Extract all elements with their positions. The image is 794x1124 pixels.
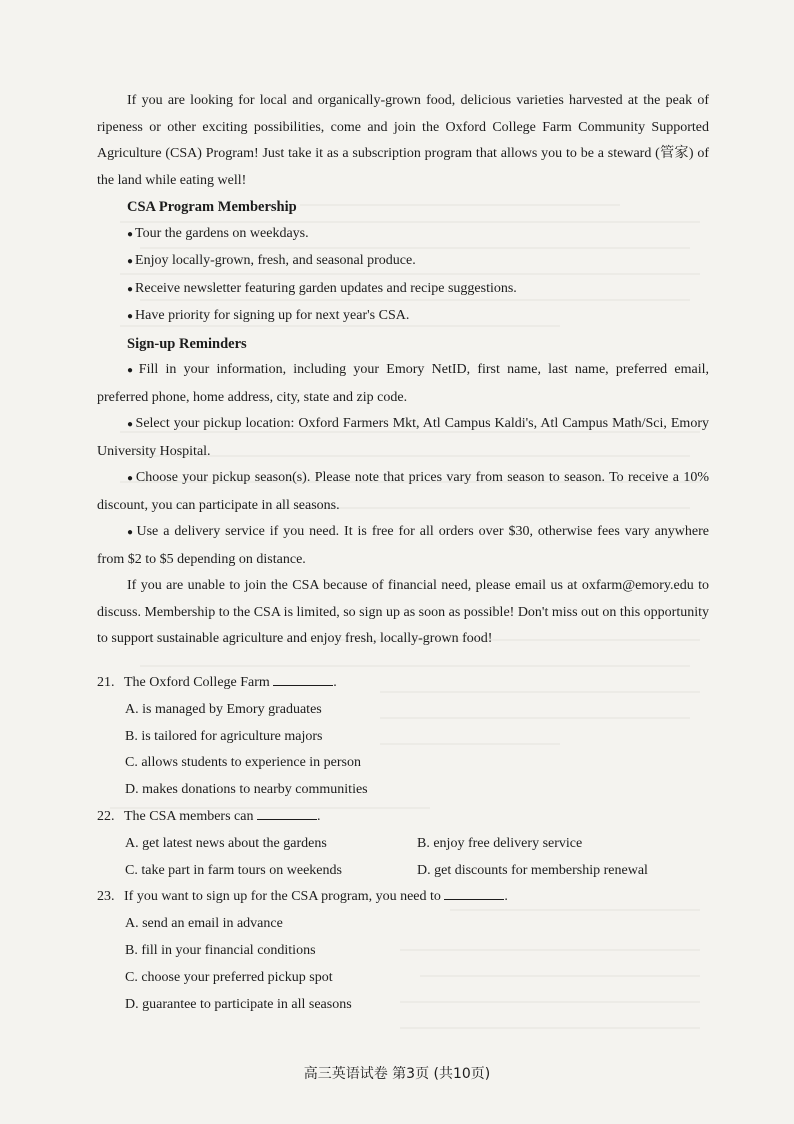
membership-item — [97, 303, 709, 331]
membership-item-text: Tour the gardens on weekdays. — [135, 225, 309, 241]
question-number: 22. — [97, 808, 115, 824]
question-stem-end: . — [316, 808, 321, 824]
question-number: 21. — [97, 675, 115, 690]
question-stem-end: . — [333, 675, 337, 690]
passage-intro: If you are looking for local and organically-grown food, delicious varieties harvested at the peak of ripeness or other exciting possibilities, come and join the Oxford College Farm Community Supported Agriculture (CSA) Program! Just take it as a subscription program that allows you to be a steward (管家) of the land while eating well! — [97, 93, 709, 188]
reminder-item-text: Choose your pickup season(s). Please note that prices vary from season to season. To receive a 10% discount, you can participate in all seasons. — [97, 470, 709, 513]
reminder-item — [97, 465, 709, 519]
option-c: C. take part in farm tours on weekends — [125, 862, 342, 878]
question-stem-text: The CSA members can — [124, 808, 254, 824]
question-list — [97, 670, 709, 1018]
answer-blank — [273, 671, 333, 686]
option-b: B. is tailored for agriculture majors — [125, 728, 323, 744]
membership-item — [97, 221, 709, 249]
option-d: D. get discounts for membership renewal — [417, 862, 648, 878]
reminder-item-text: Fill in your information, including your Emory NetID, first name, last name, preferred email, preferred phone, home address, city, state and zip code. — [97, 362, 709, 405]
question-stem-text: The Oxford College Farm — [124, 675, 270, 690]
reminder-item — [97, 519, 709, 573]
page-footer: 高三英语试卷 第3页 (共10页) — [303, 1066, 491, 1082]
bullet-icon: ● — [127, 283, 134, 295]
question-21 — [97, 670, 709, 804]
passage-closing: If you are unable to join the CSA because of financial need, please email us at oxfarm@emory.edu to discuss. Membership to the CSA is limited, so sign up as soon as possible! Don't miss out on this opportunity to support sustainable agriculture and enjoy fresh, locally-grown food! — [97, 578, 709, 646]
option-a: A. get latest news about the gardens — [125, 835, 327, 851]
membership-item-text: Enjoy locally-grown, fresh, and seasonal produce. — [135, 253, 416, 268]
question-22 — [97, 804, 709, 884]
bullet-icon: ● — [127, 311, 134, 322]
reminder-item-text: Use a delivery service if you need. It is free for all orders over $30, otherwise fees vary anywhere from $2 to $5 depending on distance. — [97, 524, 709, 567]
option-row — [97, 858, 709, 885]
question-number: 23. — [97, 889, 115, 905]
membership-item-text: Have priority for signing up for next year's CSA. — [135, 308, 410, 323]
option-a: A. is managed by Emory graduates — [125, 701, 322, 717]
question-stem-text: If you want to sign up for the CSA program, you need to — [124, 889, 441, 905]
bullet-icon: ● — [127, 527, 135, 538]
bullet-icon: ● — [127, 256, 134, 267]
option-c: C. allows students to experience in person — [125, 755, 362, 771]
option-b: B. enjoy free delivery service — [417, 835, 583, 851]
option-b: B. fill in your financial conditions — [125, 942, 316, 958]
option-row — [97, 831, 709, 858]
option-c: C. choose your preferred pickup spot — [125, 969, 333, 985]
question-stem — [97, 804, 709, 831]
reminder-item-text: Select your pickup location: Oxford Farmers Mkt, Atl Campus Kaldi's, Atl Campus Math/Sci, Emory University Hospital. — [97, 416, 709, 459]
question-stem — [97, 670, 709, 697]
bullet-icon: ● — [127, 473, 134, 484]
bullet-icon: ● — [127, 419, 134, 430]
membership-heading: CSA Program Membership — [127, 199, 297, 215]
membership-item-text: Receive newsletter featuring garden updates and recipe suggestions. — [135, 280, 517, 296]
question-stem — [97, 884, 709, 911]
answer-blank — [444, 885, 504, 900]
question-23 — [97, 884, 709, 1018]
membership-item — [97, 248, 709, 276]
option-a: A. send an email in advance — [125, 916, 283, 932]
reminder-item — [97, 357, 709, 411]
bullet-icon: ● — [127, 228, 134, 240]
question-stem-end: . — [504, 889, 508, 905]
reminders-heading: Sign-up Reminders — [127, 335, 247, 352]
option-d: D. guarantee to participate in all seasons — [125, 996, 352, 1012]
answer-blank — [257, 805, 317, 820]
option-d: D. makes donations to nearby communities — [125, 782, 368, 798]
bullet-icon: ● — [127, 365, 137, 376]
membership-item — [97, 276, 709, 304]
reading-passage — [97, 88, 709, 653]
reminder-item — [97, 411, 709, 465]
